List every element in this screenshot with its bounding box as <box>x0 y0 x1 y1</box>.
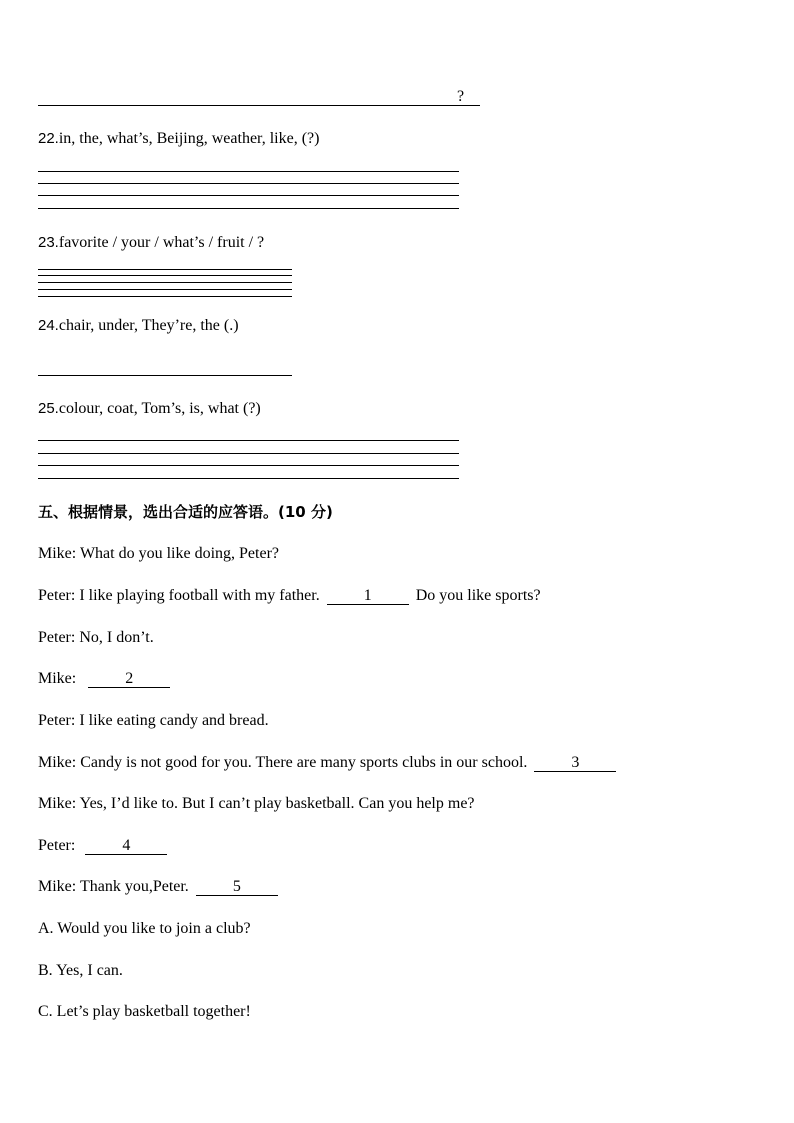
q25-answer-line[interactable] <box>38 465 459 466</box>
question-text: colour, coat, Tom’s, is, what (?) <box>58 400 261 417</box>
dialogue-line <box>38 628 154 648</box>
answer-blank-2[interactable] <box>88 671 170 688</box>
question-24 <box>38 316 239 336</box>
option-c: C. Let’s play basketball together! <box>38 1003 251 1020</box>
speaker: Mike: <box>38 878 77 895</box>
blank-number: 2 <box>125 670 134 687</box>
speaker: Mike: <box>38 670 77 687</box>
blank-number: 4 <box>122 837 131 854</box>
speaker: Mike: <box>38 545 77 562</box>
dialogue-line <box>38 544 279 564</box>
line-text: Thank you,Peter. <box>79 878 189 895</box>
speaker: Mike: <box>38 754 77 771</box>
q22-answer-line[interactable] <box>38 208 459 209</box>
dialogue-line <box>38 836 170 856</box>
question-text: favorite / your / what’s / fruit / ? <box>58 234 265 251</box>
speaker: Peter: <box>38 587 76 604</box>
dialogue-line <box>38 669 173 689</box>
q23-answer-line[interactable] <box>38 282 292 283</box>
question-22 <box>38 129 319 149</box>
line-text: Candy is not good for you. There are many sports clubs in our school. <box>80 754 528 771</box>
q25-answer-line[interactable] <box>38 478 459 479</box>
dialogue-line <box>38 877 281 897</box>
option-a: A. Would you like to join a club? <box>38 920 251 937</box>
line-text: Yes, I’d like to. But I can’t play basketball. Can you help me? <box>79 795 475 812</box>
speaker: Mike: <box>38 795 77 812</box>
question-25 <box>38 399 261 419</box>
line-text: No, I don’t. <box>79 629 154 646</box>
question-text: in, the, what’s, Beijing, weather, like, (?) <box>58 130 320 147</box>
speaker: Peter: <box>38 837 76 854</box>
q23-answer-line[interactable] <box>38 289 292 290</box>
q21-answer-line[interactable] <box>38 105 480 106</box>
line-text: What do you like doing, Peter? <box>79 545 279 562</box>
line-text: I like eating candy and bread. <box>79 712 269 729</box>
q23-answer-line[interactable] <box>38 275 292 276</box>
blank-number: 3 <box>571 754 580 771</box>
q23-answer-line[interactable] <box>38 296 292 297</box>
question-text: chair, under, They’re, the (.) <box>58 317 239 334</box>
q22-answer-line[interactable] <box>38 195 459 196</box>
line-text: I like playing football with my father. <box>79 587 320 604</box>
answer-blank-4[interactable] <box>85 838 167 855</box>
q24-answer-line[interactable] <box>38 375 292 376</box>
q22-answer-line[interactable] <box>38 183 459 184</box>
answer-blank-3[interactable] <box>534 755 616 772</box>
question-number: 25. <box>38 400 59 417</box>
question-23 <box>38 233 264 253</box>
question-number: 24. <box>38 317 59 334</box>
option-b: B. Yes, I can. <box>38 962 123 979</box>
section-heading: 五、根据情景，选出合适的应答语。(10 分) <box>38 503 333 521</box>
dialogue-line <box>38 794 475 814</box>
speaker: Peter: <box>38 712 76 729</box>
q25-answer-line[interactable] <box>38 440 459 441</box>
q25-answer-line[interactable] <box>38 453 459 454</box>
line-text-after: Do you like sports? <box>415 587 541 604</box>
blank-number: 5 <box>232 878 241 895</box>
question-number: 23. <box>38 234 59 251</box>
dialogue-line <box>38 586 541 606</box>
dialogue-line <box>38 753 619 773</box>
blank-number: 1 <box>363 587 372 604</box>
answer-blank-5[interactable] <box>196 879 278 896</box>
q22-answer-line[interactable] <box>38 171 459 172</box>
q21-question-mark: ? <box>457 88 465 105</box>
speaker: Peter: <box>38 629 76 646</box>
dialogue-line <box>38 711 269 731</box>
q23-answer-line[interactable] <box>38 269 292 270</box>
answer-blank-1[interactable] <box>327 588 409 605</box>
question-number: 22. <box>38 130 59 147</box>
